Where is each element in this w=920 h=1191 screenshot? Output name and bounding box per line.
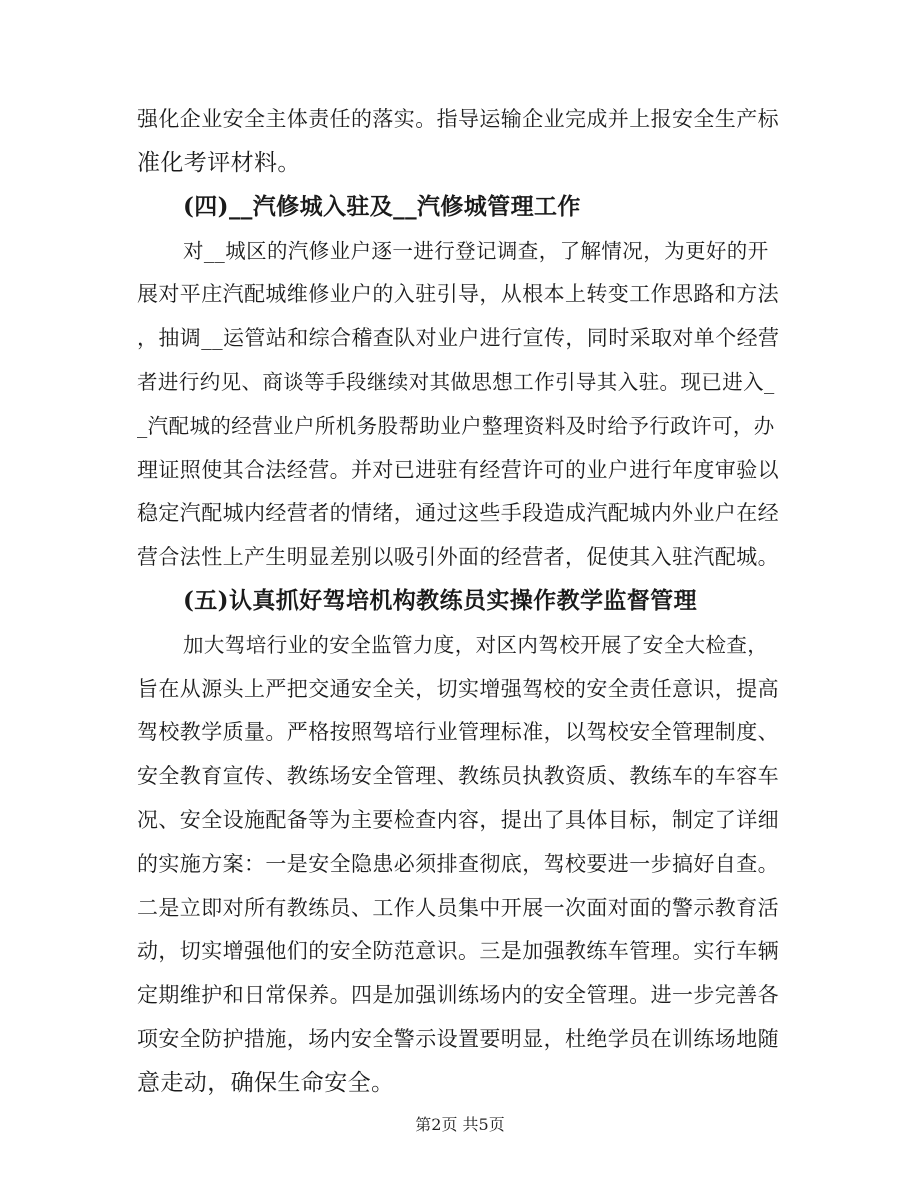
text-line: 况、安全设施配备等为主要检查内容，提出了具体目标，制定了详细 — [137, 808, 779, 832]
page-number: 第2页 共5页 — [415, 1115, 505, 1134]
text-line: 展对平庄汽配城维修业户的入驻引导，从根本上转变工作思路和方法 — [137, 282, 779, 306]
text-line: 动，切实增强他们的安全防范意识。三是加强教练车管理。实行车辆 — [137, 939, 779, 963]
text-line: 准化考评材料。 — [137, 150, 301, 176]
text-line: 意走动，确保生命安全。 — [137, 1070, 395, 1096]
text-line: 营合法性上产生明显差别以吸引外面的经营者，促使其入驻汽配城。 — [137, 545, 779, 569]
section-heading-4: (四)__汽修城入驻及__汽修城管理工作 — [183, 193, 581, 220]
text-line: 者进行约见、商谈等手段继续对其做思想工作引导其入驻。现已进入_ — [137, 370, 775, 394]
text-line: 的实施方案：一是安全隐患必须排查彻底，驾校要进一步搞好自查。 — [137, 852, 779, 876]
text-line: 旨在从源头上严把交通安全关，切实增强驾校的安全责任意识，提高 — [137, 677, 779, 701]
text-line: 加大驾培行业的安全监管力度，对区内驾校开展了安全大检查， — [183, 633, 769, 657]
text-line: 理证照使其合法经营。并对已进驻有经营许可的业户进行年度审验以 — [137, 458, 779, 482]
text-line: 强化企业安全主体责任的落实。指导运输企业完成并上报安全生产标 — [137, 107, 779, 131]
text-line: 项安全防护措施，场内安全警示设置要明显，杜绝学员在训练场地随 — [137, 1027, 779, 1051]
text-line: 安全教育宣传、教练场安全管理、教练员执教资质、教练车的车容车 — [137, 764, 779, 788]
text-line: 驾校教学质量。严格按照驾培行业管理标准，以驾校安全管理制度、 — [137, 720, 779, 744]
text-line: 定期维护和日常保养。四是加强训练场内的安全管理。进一步完善各 — [137, 983, 779, 1007]
text-line: 对__城区的汽修业户逐一进行登记调查，了解情况，为更好的开 — [183, 239, 769, 263]
section-heading-5: (五)认真抓好驾培机构教练员实操作教学监督管理 — [183, 587, 697, 614]
text-line: _汽配城的经营业户所机务股帮助业户整理资料及时给予行政许可，办 — [137, 414, 775, 438]
text-line: 稳定汽配城内经营者的情绪，通过这些手段造成汽配城内外业户在经 — [137, 501, 779, 525]
text-line: 二是立即对所有教练员、工作人员集中开展一次面对面的警示教育活 — [137, 896, 779, 920]
text-line: ，抽调__运管站和综合稽查队对业户进行宣传，同时采取对单个经营 — [137, 326, 780, 350]
